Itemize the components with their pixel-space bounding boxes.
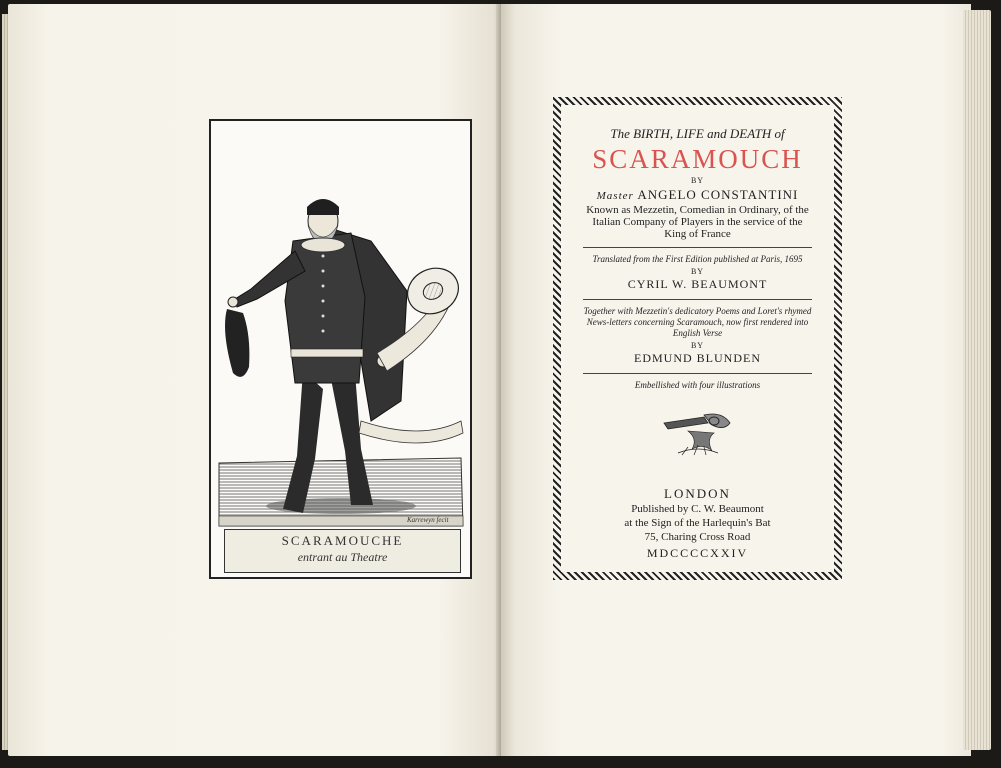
- city-name: LONDON: [664, 486, 731, 501]
- divider-1: [583, 247, 812, 248]
- title-line-1: The BIRTH, LIFE and DEATH of: [610, 126, 785, 141]
- divider-3: [583, 373, 812, 374]
- translator-name: CYRIL W. BEAUMONT: [627, 277, 768, 291]
- publisher-line-2: at the Sign of the Harlequin's Bat: [624, 517, 771, 529]
- author-name: ANGELO CONSTANTINI: [637, 187, 799, 202]
- scaramouch-figure-illustration: [211, 121, 470, 577]
- translation-note: Translated from the First Edition published at Paris, 1695: [592, 254, 803, 264]
- poet-name: EDMUND BLUNDEN: [634, 351, 761, 365]
- publisher-address: 75, Charing Cross Road: [644, 531, 751, 543]
- author-prefix: Master: [596, 190, 634, 202]
- author-line: [569, 187, 826, 203]
- by-label-1: BY: [690, 176, 705, 185]
- title-page-text: [569, 113, 826, 564]
- plate-caption-subtitle: entrant au Theatre: [297, 550, 388, 564]
- divider-2: [583, 299, 812, 300]
- author-description: Known as Mezzetin, Comedian in Ordinary, of the Italian Company of Players in the service of the King of France: [586, 204, 809, 240]
- by-label-3: BY: [690, 341, 705, 350]
- engraver-signature: Karrewyn fecit: [407, 516, 449, 524]
- illustrations-note: Embellished with four illustrations: [634, 380, 761, 390]
- plate-caption: [224, 529, 461, 573]
- right-page-edges: [963, 10, 991, 750]
- title-page-border: [553, 97, 842, 580]
- publisher-line-1: Published by C. W. Beaumont: [631, 503, 764, 515]
- harlequin-bat-emblem: [658, 409, 738, 459]
- main-title: SCARAMOUCH: [592, 144, 803, 174]
- open-book: [8, 4, 993, 762]
- left-page: [8, 4, 503, 756]
- by-label-2: BY: [690, 267, 705, 276]
- contents-note: Together with Mezzetin's dedicatory Poems and Loret's rhymed News-letters concerning Scaramouch, now first rendered into English Verse: [583, 306, 812, 338]
- frontispiece-engraving: [209, 119, 472, 579]
- plate-caption-title: SCARAMOUCHE: [281, 533, 404, 548]
- publication-year: MDCCCCXXIV: [646, 546, 749, 560]
